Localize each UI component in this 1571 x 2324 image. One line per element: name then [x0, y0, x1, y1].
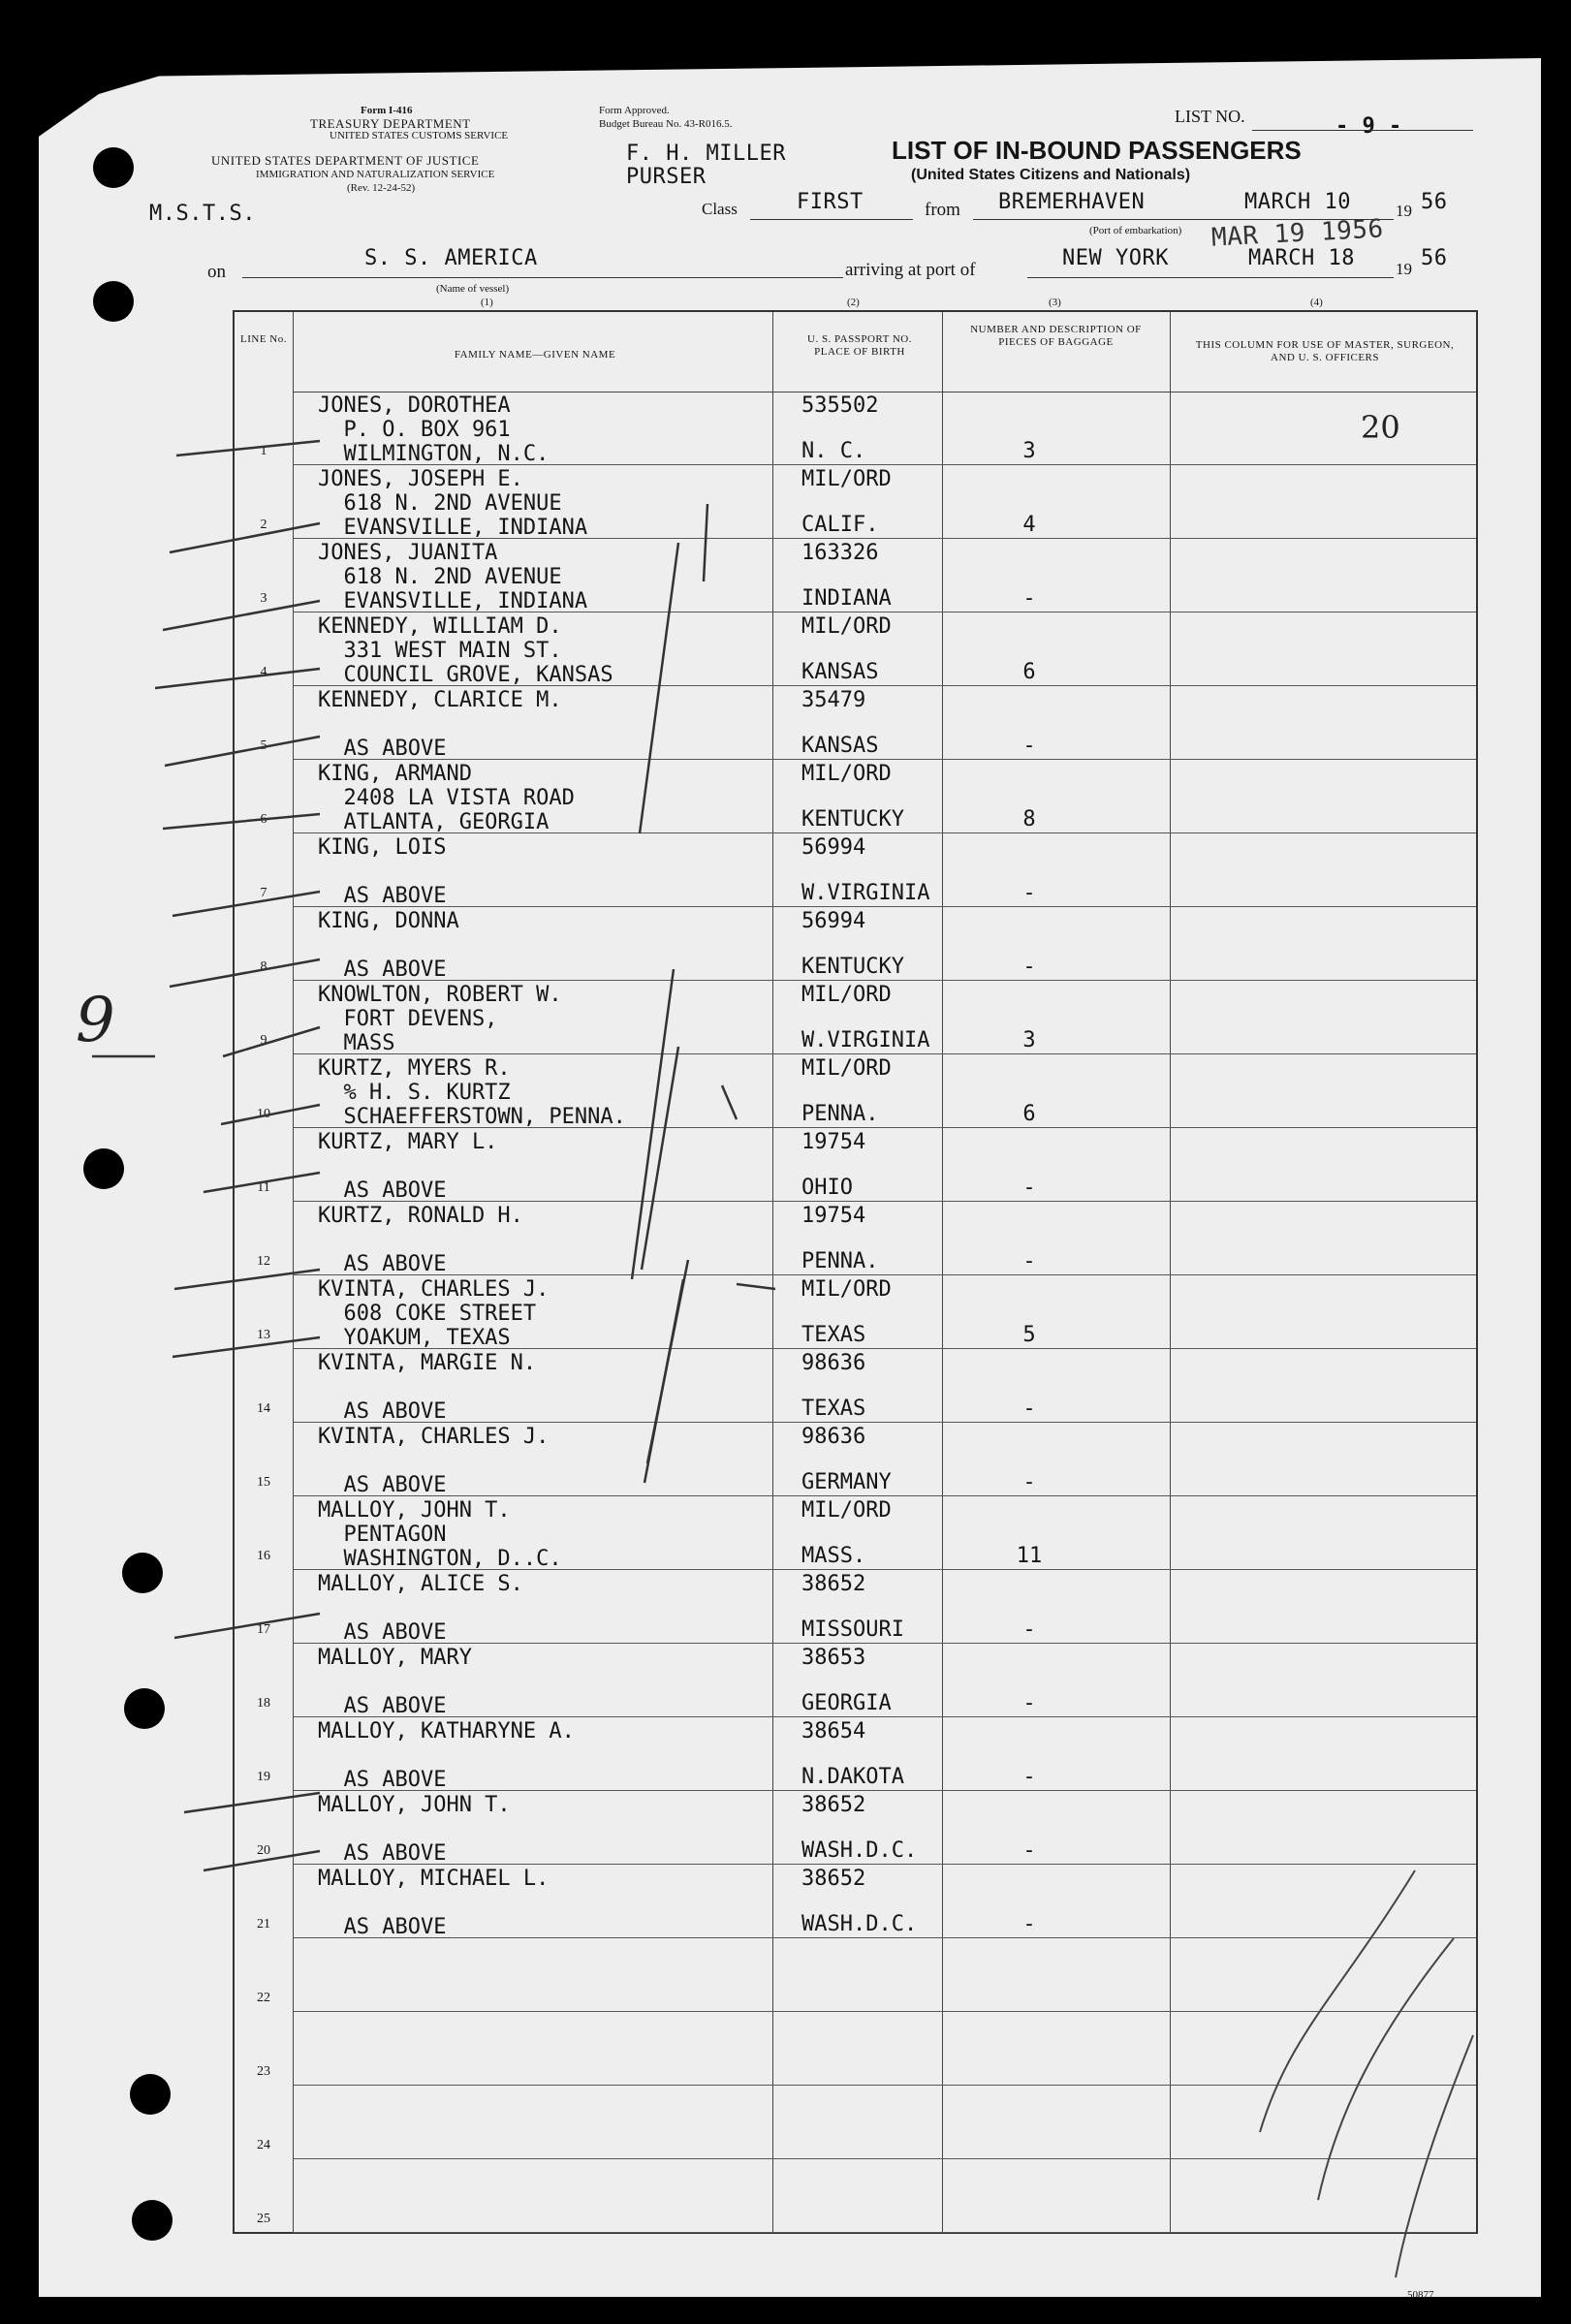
table-row: [235, 465, 1476, 539]
baggage-count: -: [1022, 881, 1036, 905]
line-number: 16: [257, 1549, 270, 1563]
col-head-line: LINE No.: [240, 333, 287, 345]
treasury-label: TREASURY DEPARTMENT: [310, 116, 471, 131]
place-of-birth: GERMANY: [801, 1470, 892, 1494]
table-row: [235, 907, 1476, 981]
table-row: [235, 1570, 1476, 1644]
punch-hole: [122, 1553, 163, 1593]
passport-number: 56994: [801, 909, 866, 933]
passport-number: 163326: [801, 541, 879, 565]
passenger-name: KURTZ, RONALD H. AS ABOVE: [318, 1204, 523, 1276]
passenger-name: KING, DONNA AS ABOVE: [318, 909, 459, 982]
baggage-count: 6: [1022, 660, 1036, 684]
baggage-count: -: [1022, 1838, 1036, 1863]
line-number: 15: [257, 1475, 270, 1490]
line-number: 12: [257, 1254, 270, 1269]
vessel-name: S. S. AMERICA: [364, 246, 538, 270]
place-of-birth: TEXAS: [801, 1323, 866, 1347]
col-head-baggage: NUMBER AND DESCRIPTION OF PIECES OF BAGGAGE: [970, 324, 1142, 348]
purser-name: F. H. MILLER: [626, 141, 786, 166]
table-row: [235, 2159, 1476, 2233]
punch-hole: [130, 2074, 171, 2115]
table-row: [235, 1423, 1476, 1496]
passenger-name: MALLOY, ALICE S. AS ABOVE: [318, 1572, 523, 1645]
line-number: 25: [257, 2212, 270, 2226]
year-prefix: 19: [1396, 202, 1412, 220]
punch-hole: [124, 1688, 165, 1729]
table-row: [235, 2012, 1476, 2086]
depart-date: MARCH 10: [1244, 190, 1351, 214]
purser-title: PURSER: [626, 165, 707, 189]
col-num-3: (3): [1049, 297, 1061, 308]
line-number: 8: [260, 959, 267, 974]
table-row: [235, 1054, 1476, 1128]
place-of-birth: OHIO: [801, 1176, 853, 1200]
table-row: [235, 981, 1476, 1054]
punch-hole: [83, 1148, 124, 1189]
passenger-name: MALLOY, JOHN T. PENTAGON WASHINGTON, D..C.: [318, 1498, 562, 1571]
customs-label: UNITED STATES CUSTOMS SERVICE: [330, 130, 509, 141]
form-number: Form I-416: [361, 105, 413, 116]
arrival-date: MARCH 18: [1248, 246, 1355, 270]
baggage-count: -: [1022, 1470, 1036, 1494]
page-subtitle: (United States Citizens and Nationals): [911, 167, 1191, 183]
passenger-name: MALLOY, MARY AS ABOVE: [318, 1646, 472, 1718]
punch-hole: [132, 2200, 173, 2241]
table-row: [235, 833, 1476, 907]
line-number: 11: [257, 1180, 270, 1195]
line-number: 21: [257, 1917, 270, 1931]
baggage-count: 11: [1016, 1544, 1043, 1568]
form-approved: Form Approved.: [599, 105, 670, 116]
punch-hole: [93, 147, 134, 188]
passport-number: 98636: [801, 1351, 866, 1375]
year2-value: 56: [1421, 246, 1448, 270]
passenger-name: KVINTA, MARGIE N. AS ABOVE: [318, 1351, 537, 1424]
line-number: 17: [257, 1622, 270, 1637]
passenger-name: KURTZ, MARY L. AS ABOVE: [318, 1130, 498, 1203]
baggage-count: 4: [1022, 513, 1036, 537]
baggage-count: 6: [1022, 1102, 1036, 1126]
passport-number: 38652: [801, 1793, 866, 1817]
line-number: 20: [257, 1843, 270, 1858]
arriving-label: arriving at port of: [845, 260, 976, 280]
passenger-name: KNOWLTON, ROBERT W. FORT DEVENS, MASS: [318, 983, 562, 1055]
msts-label: M.S.T.S.: [149, 202, 256, 226]
place-of-birth: KANSAS: [801, 734, 879, 758]
year2-prefix: 19: [1396, 260, 1412, 278]
place-of-birth: PENNA.: [801, 1249, 879, 1273]
table-row: [235, 1717, 1476, 1791]
baggage-count: -: [1022, 586, 1036, 611]
baggage-count: -: [1022, 1397, 1036, 1421]
table-row: [235, 760, 1476, 833]
place-of-birth: N.DAKOTA: [801, 1765, 904, 1789]
baggage-count: -: [1022, 1691, 1036, 1715]
passport-number: MIL/ORD: [801, 1498, 892, 1523]
passport-number: 19754: [801, 1130, 866, 1154]
table-row: [235, 1128, 1476, 1202]
line-number: 4: [260, 665, 267, 679]
line-number: 23: [257, 2064, 270, 2079]
revision-label: (Rev. 12-24-52): [347, 182, 416, 194]
place-of-birth: WASH.D.C.: [801, 1912, 918, 1936]
place-of-birth: MASS.: [801, 1544, 866, 1568]
passenger-name: JONES, DOROTHEA P. O. BOX 961 WILMINGTON, N.C.: [318, 393, 550, 466]
line-number: 24: [257, 2138, 270, 2152]
side-mark: 9: [76, 985, 115, 1056]
place-of-birth: KENTUCKY: [801, 807, 904, 832]
col-num-1: (1): [481, 297, 493, 308]
line-number: 18: [257, 1696, 270, 1711]
passport-number: 535502: [801, 393, 879, 418]
baggage-count: 3: [1022, 439, 1036, 463]
place-of-birth: TEXAS: [801, 1397, 866, 1421]
table-row: [235, 539, 1476, 612]
arrival-stamp: MAR 19 1956: [1210, 214, 1385, 253]
line-number: 2: [260, 518, 267, 532]
table-row: [235, 1496, 1476, 1570]
justice-label: UNITED STATES DEPARTMENT OF JUSTICE: [211, 153, 480, 168]
passenger-name: KENNEDY, CLARICE M. AS ABOVE: [318, 688, 562, 761]
table-row: [235, 392, 1476, 465]
passport-number: 38652: [801, 1867, 866, 1891]
baggage-count: -: [1022, 1176, 1036, 1200]
passport-number: MIL/ORD: [801, 762, 892, 786]
place-of-birth: MISSOURI: [801, 1617, 904, 1642]
place-of-birth: N. C.: [801, 439, 866, 463]
table-row: [235, 1644, 1476, 1717]
passport-number: MIL/ORD: [801, 1056, 892, 1081]
passenger-name: KURTZ, MYERS R. % H. S. KURTZ SCHAEFFERSTOWN, PENNA.: [318, 1056, 626, 1129]
baggage-count: -: [1022, 1617, 1036, 1642]
list-no-value: - 9 -: [1335, 114, 1402, 139]
baggage-count: -: [1022, 1912, 1036, 1936]
place-of-birth: PENNA.: [801, 1102, 879, 1126]
line-number: 14: [257, 1401, 270, 1416]
officer-count: 20: [1361, 409, 1400, 446]
passport-number: 38653: [801, 1646, 866, 1670]
line-number: 13: [257, 1328, 270, 1342]
baggage-count: -: [1022, 734, 1036, 758]
passport-number: 38654: [801, 1719, 866, 1743]
from-label: from: [925, 200, 960, 220]
place-of-birth: WASH.D.C.: [801, 1838, 918, 1863]
table-row: [235, 1349, 1476, 1423]
place-of-birth: W.VIRGINIA: [801, 881, 930, 905]
col-head-name: FAMILY NAME—GIVEN NAME: [454, 349, 616, 361]
passport-number: MIL/ORD: [801, 983, 892, 1007]
passport-number: MIL/ORD: [801, 467, 892, 491]
passenger-table: [233, 310, 1478, 2234]
passenger-name: MALLOY, KATHARYNE A. AS ABOVE: [318, 1719, 575, 1792]
passport-number: 56994: [801, 835, 866, 860]
baggage-count: 8: [1022, 807, 1036, 832]
table-row: [235, 2086, 1476, 2159]
passport-number: 38652: [801, 1572, 866, 1596]
passport-number: 19754: [801, 1204, 866, 1228]
from-port: BREMERHAVEN: [998, 190, 1146, 214]
line-number: 19: [257, 1770, 270, 1784]
budget-bureau: Budget Bureau No. 43-R016.5.: [599, 118, 733, 130]
table-row: [235, 686, 1476, 760]
place-of-birth: KENTUCKY: [801, 955, 904, 979]
passenger-name: KING, LOIS AS ABOVE: [318, 835, 447, 908]
col-num-4: (4): [1310, 297, 1323, 308]
passenger-name: KENNEDY, WILLIAM D. 331 WEST MAIN ST. COUNCIL GROVE, KANSAS: [318, 614, 613, 687]
table-row: [235, 1202, 1476, 1275]
passenger-name: MALLOY, MICHAEL L. AS ABOVE: [318, 1867, 550, 1939]
col-num-2: (2): [847, 297, 860, 308]
line-number: 7: [260, 886, 267, 900]
passenger-name: JONES, JUANITA 618 N. 2ND AVENUE EVANSVILLE, INDIANA: [318, 541, 588, 613]
ins-label: IMMIGRATION AND NATURALIZATION SERVICE: [256, 169, 495, 180]
place-of-birth: GEORGIA: [801, 1691, 892, 1715]
baggage-count: -: [1022, 1765, 1036, 1789]
passenger-name: KVINTA, CHARLES J. AS ABOVE: [318, 1425, 550, 1497]
baggage-count: -: [1022, 1249, 1036, 1273]
baggage-count: 5: [1022, 1323, 1036, 1347]
punch-hole: [93, 281, 134, 322]
place-of-birth: KANSAS: [801, 660, 879, 684]
table-row: [235, 1791, 1476, 1865]
year-value: 56: [1421, 190, 1448, 214]
col-head-officers: THIS COLUMN FOR USE OF MASTER, SURGEON, AND U. S. OFFICERS: [1195, 339, 1455, 363]
passenger-name: KVINTA, CHARLES J. 608 COKE STREET YOAKUM, TEXAS: [318, 1277, 550, 1350]
arrival-port: NEW YORK: [1062, 246, 1169, 270]
port-embarkation-label: (Port of embarkation): [1089, 225, 1182, 236]
table-row: [235, 1275, 1476, 1349]
line-number: 22: [257, 1991, 270, 2005]
page-title: LIST OF IN-BOUND PASSENGERS: [892, 136, 1302, 165]
line-number: 6: [260, 812, 267, 827]
baggage-count: -: [1022, 955, 1036, 979]
passport-number: 98636: [801, 1425, 866, 1449]
place-of-birth: INDIANA: [801, 586, 892, 611]
table-row: [235, 612, 1476, 686]
class-label: Class: [702, 200, 738, 218]
table-row: [235, 1938, 1476, 2012]
line-number: 9: [260, 1033, 267, 1048]
on-label: on: [207, 262, 226, 282]
list-no-label: LIST NO.: [1175, 107, 1245, 126]
place-of-birth: W.VIRGINIA: [801, 1028, 930, 1052]
line-number: 3: [260, 591, 267, 606]
line-number: 10: [257, 1107, 270, 1121]
class-value: FIRST: [797, 190, 864, 214]
passport-number: 35479: [801, 688, 866, 712]
place-of-birth: CALIF.: [801, 513, 879, 537]
footer-code: 50877: [1407, 2289, 1434, 2301]
passport-number: MIL/ORD: [801, 1277, 892, 1302]
baggage-count: 3: [1022, 1028, 1036, 1052]
col-head-passport: U. S. PASSPORT NO. PLACE OF BIRTH: [807, 333, 912, 358]
passenger-name: MALLOY, JOHN T. AS ABOVE: [318, 1793, 511, 1866]
passenger-name: KING, ARMAND 2408 LA VISTA ROAD ATLANTA, GEORGIA: [318, 762, 575, 834]
line-number: 5: [260, 738, 267, 753]
vessel-label: (Name of vessel): [436, 283, 510, 295]
passenger-name: JONES, JOSEPH E. 618 N. 2ND AVENUE EVANSVILLE, INDIANA: [318, 467, 588, 540]
table-row: [235, 1865, 1476, 1938]
passport-number: MIL/ORD: [801, 614, 892, 639]
line-number: 1: [260, 444, 267, 458]
